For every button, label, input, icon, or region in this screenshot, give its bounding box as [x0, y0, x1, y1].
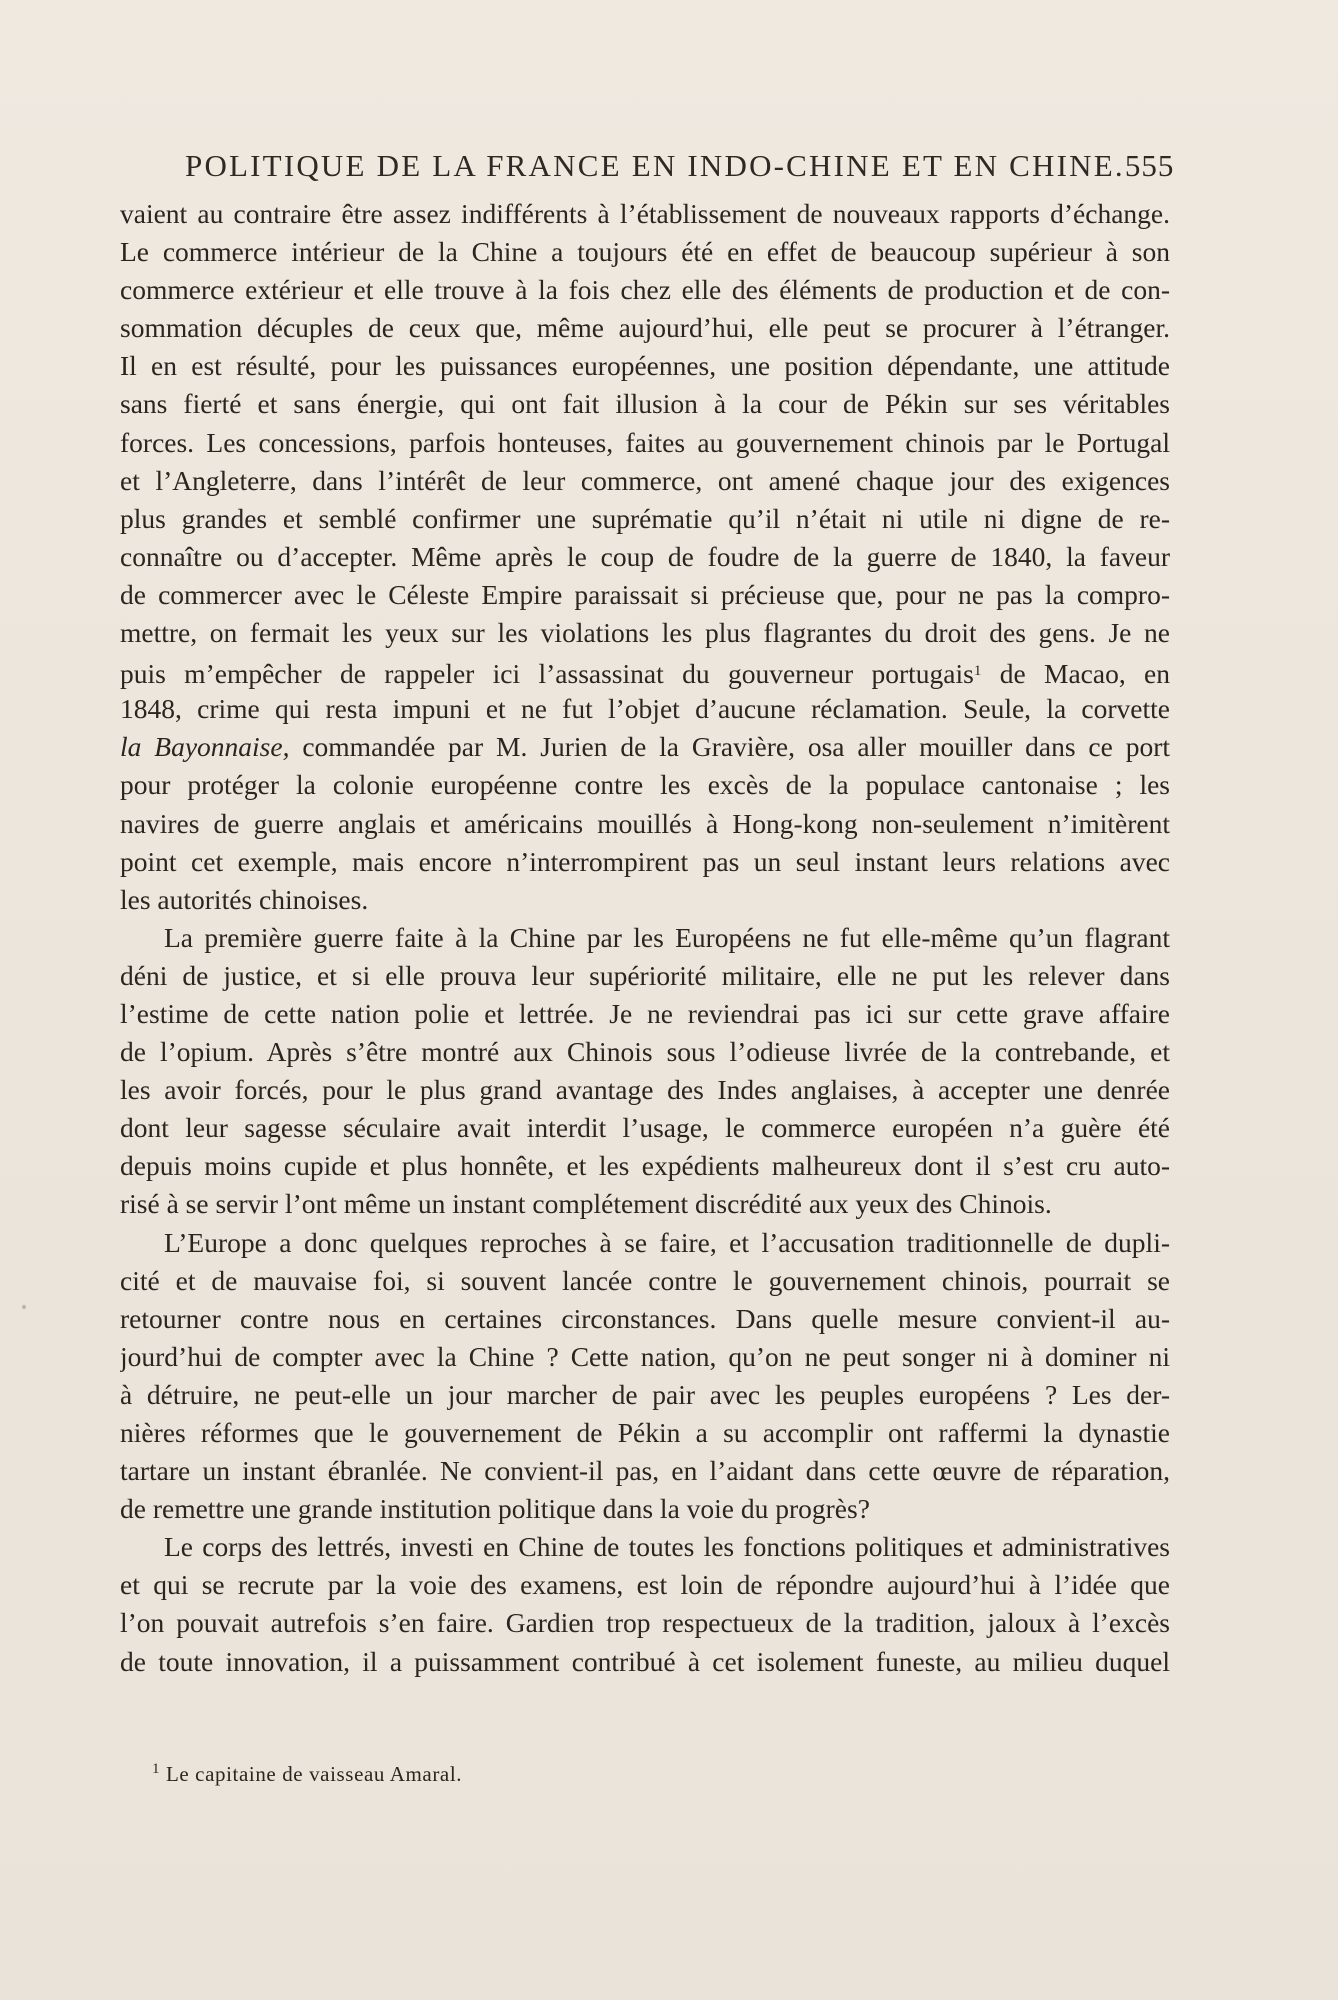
- text-line: tartare un instant ébranlée. Ne convient-il pas, en l’aidant dans cette œuvre de réparation,: [120, 1455, 1170, 1487]
- text-line: cité et de mauvaise foi, si souvent lancée contre le gouvernement chinois, pourrait se: [120, 1264, 1170, 1296]
- text-line-with-italic: [120, 728, 1170, 766]
- text-line: sans fierté et sans énergie, qui ont fait illusion à la cour de Pékin sur ses véritables: [120, 388, 1170, 420]
- text-line: l’on pouvait autrefois s’en faire. Gardien trop respectueux de la tradition, jaloux à l’excès: [120, 1607, 1170, 1639]
- text-line: nières réformes que le gouvernement de Pékin a su accomplir ont raffermi la dynastie: [120, 1417, 1170, 1448]
- text-line: pour protéger la colonie européenne contre les excès de la populace cantonaise ; les: [120, 769, 1170, 801]
- text-line: commerce extérieur et elle trouve à la fois chez elle des éléments de production et de con-: [120, 274, 1170, 306]
- text-line: de toute innovation, il a puissamment contribué à cet isolement funeste, au milieu duquel: [120, 1645, 1170, 1677]
- text-line: depuis moins cupide et plus honnête, et les expédients malheureux dont il s’est cru auto-: [120, 1150, 1170, 1182]
- text-line: point cet exemple, mais encore n’interrompirent pas un seul instant leurs relations avec: [120, 845, 1170, 877]
- footnote: [152, 1761, 462, 1787]
- text-line: de remettre une grande institution politique dans la voie du progrès?: [120, 1493, 870, 1525]
- paper-blemish: [22, 1305, 26, 1309]
- text-line: et qui se recrute par la voie des examens, est loin de répondre aujourd’hui à l’idée que: [120, 1569, 1170, 1601]
- text-line: et l’Angleterre, dans l’intérêt de leur commerce, ont amené chaque jour des exigences: [120, 464, 1170, 496]
- text-line: de commercer avec le Céleste Empire paraissait si précieuse que, pour ne pas la compro-: [120, 578, 1170, 610]
- text-line: navires de guerre anglais et américains mouillés à Hong-kong non-seulement n’imitèrent: [120, 807, 1170, 839]
- text-line: Le commerce intérieur de la Chine a toujours été en effet de beaucoup supérieur à son: [120, 236, 1170, 268]
- text-line: connaître ou d’accepter. Même après le coup de foudre de la guerre de 1840, la faveur: [120, 540, 1170, 572]
- text-segment: commandée par M. Jurien de la Gravière, osa aller mouiller dans ce port: [302, 731, 1170, 763]
- text-line: Il en est résulté, pour les puissances européennes, une position dépendante, une attitude: [120, 350, 1170, 382]
- text-segment: puis m’empêcher de rappeler ici l’assassinat du gouverneur portugais: [120, 658, 974, 690]
- text-line: les autorités chinoises.: [120, 883, 369, 915]
- text-line: de l’opium. Après s’être montré aux Chinois sous l’odieuse livrée de la contrebande, et: [120, 1036, 1170, 1068]
- text-line: forces. Les concessions, parfois honteuses, faites au gouvernement chinois par le Portugal: [120, 426, 1170, 458]
- text-line: dont leur sagesse séculaire avait interdit l’usage, le commerce européen n’a guère été: [120, 1112, 1170, 1144]
- paragraph-start: Le corps des lettrés, investi en Chine de toutes les fonctions politiques et administratives: [164, 1531, 1170, 1563]
- paragraph-start: La première guerre faite à la Chine par les Européens ne fut elle-même qu’un flagrant: [164, 921, 1170, 953]
- text-line: retourner contre nous en certaines circonstances. Dans quelle mesure convient-il au-: [120, 1302, 1170, 1334]
- text-line: les avoir forcés, pour le plus grand avantage des Indes anglaises, à accepter une denrée: [120, 1074, 1170, 1106]
- footnote-ref: 1: [973, 663, 982, 680]
- text-line: vaient au contraire être assez indifférents à l’établissement de nouveaux rapports d’échange.: [120, 198, 1170, 229]
- text-line: plus grandes et semblé confirmer une suprématie qu’il n’était ni utile ni digne de re-: [120, 502, 1170, 534]
- text-line: l’estime de cette nation polie et lettrée. Je ne reviendrai pas ici sur cette grave affaire: [120, 997, 1170, 1029]
- text-line: mettre, on fermait les yeux sur les violations les plus flagrantes du droit des gens. Je ne: [120, 617, 1170, 649]
- ship-name-italic: la Bayonnaise,: [120, 731, 290, 763]
- text-line: déni de justice, et si elle prouva leur supériorité militaire, elle ne put les relever dans: [120, 959, 1170, 991]
- running-title: POLITIQUE DE LA FRANCE EN INDO-CHINE ET EN CHINE.: [185, 148, 1125, 183]
- text-line: 1848, crime qui resta impuni et ne fut l’objet d’aucune réclamation. Seule, la corvette: [120, 693, 1170, 725]
- paragraph-start: L’Europe a donc quelques reproches à se faire, et l’accusation traditionnelle de dupli-: [164, 1226, 1170, 1258]
- text-body: [120, 195, 1170, 1681]
- footnote-text: Le capitaine de vaisseau Amaral.: [165, 1762, 463, 1786]
- text-line: à détruire, ne peut-elle un jour marcher de pair avec les peuples européens ? Les der-: [120, 1378, 1170, 1410]
- footnote-marker: 1: [152, 1761, 161, 1777]
- text-segment: de Macao, en: [999, 658, 1170, 690]
- page-number: 555: [1124, 148, 1175, 183]
- text-line: risé à se servir l’ont même un instant complétement discrédité aux yeux des Chinois.: [120, 1188, 1052, 1220]
- text-line: sommation décuples de ceux que, même aujourd’hui, elle peut se procurer à l’étranger.: [120, 312, 1170, 344]
- text-line-with-note-ref: [120, 652, 1170, 690]
- text-line: jourd’hui de compter avec la Chine ? Cette nation, qu’on ne peut songer ni à dominer ni: [120, 1340, 1170, 1372]
- running-header: [185, 148, 1175, 184]
